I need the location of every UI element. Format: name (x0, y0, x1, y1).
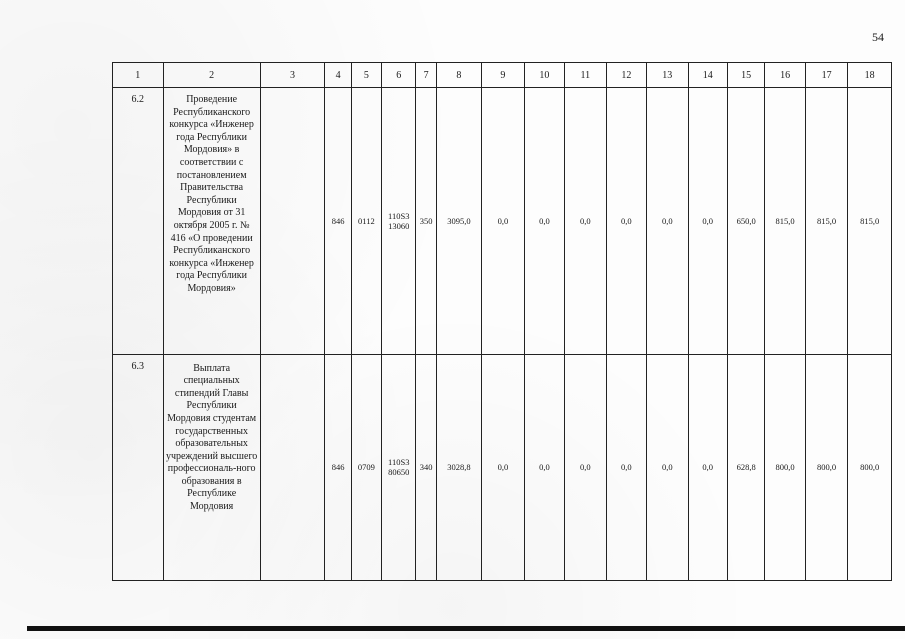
table-cell: 0709 (351, 354, 381, 580)
bottom-rule (27, 626, 905, 631)
table-cell: 0,0 (606, 88, 646, 355)
header-cell: 8 (436, 63, 482, 88)
table-cell: 815,0 (805, 88, 847, 355)
header-cell: 5 (351, 63, 381, 88)
page-number: 54 (872, 30, 884, 44)
table-cell: 0,0 (482, 88, 524, 355)
table-cell: 340 (416, 354, 436, 580)
header-cell: 6 (382, 63, 416, 88)
table-cell: 0,0 (565, 354, 606, 580)
header-cell: 15 (727, 63, 764, 88)
table-cell: 0,0 (524, 88, 564, 355)
table-cell: 350 (416, 88, 436, 355)
row-number: 6.3 (113, 354, 164, 580)
table-cell: 0,0 (606, 354, 646, 580)
table-cell: 0,0 (688, 354, 727, 580)
header-cell: 1 (113, 63, 164, 88)
table-cell: 0112 (351, 88, 381, 355)
table-cell: 0,0 (647, 88, 688, 355)
header-cell: 13 (647, 63, 688, 88)
table-cell: 815,0 (848, 88, 892, 355)
table-cell: 800,0 (765, 354, 805, 580)
header-cell: 7 (416, 63, 436, 88)
header-cell: 4 (325, 63, 351, 88)
header-cell: 9 (482, 63, 524, 88)
table-cell: 0,0 (688, 88, 727, 355)
header-cell: 3 (260, 63, 325, 88)
header-cell: 12 (606, 63, 646, 88)
code-line: 110S3 (388, 210, 410, 221)
table-cell: 0,0 (524, 354, 564, 580)
table-cell: 0,0 (647, 354, 688, 580)
table-cell (382, 354, 416, 580)
table-cell: 846 (325, 354, 351, 580)
table-cell: 800,0 (848, 354, 892, 580)
table-cell: 846 (325, 88, 351, 355)
table-cell: 3028,8 (436, 354, 482, 580)
table-cell: 0,0 (565, 88, 606, 355)
code-line: 80650 (388, 467, 410, 478)
header-cell: 14 (688, 63, 727, 88)
table-cell (260, 88, 325, 355)
table-cell: 650,0 (727, 88, 764, 355)
header-cell: 10 (524, 63, 564, 88)
column-number-row (113, 63, 892, 88)
table-cell (260, 354, 325, 580)
row-description: Проведение Республиканского конкурса «Инженер года Республики Мордовия» в соответствии с постановлением Правительства Республики Мордовия от 31 октября 2005 г. № 416 «О проведении Республиканского конкурса «Инженер года Республики Мордовия» (163, 88, 260, 355)
table-cell (382, 88, 416, 355)
table-cell: 815,0 (765, 88, 805, 355)
code-line: 110S3 (388, 457, 410, 468)
table-row (113, 88, 892, 355)
header-cell: 18 (848, 63, 892, 88)
header-cell: 11 (565, 63, 606, 88)
table-cell: 628,8 (727, 354, 764, 580)
table-cell: 3095,0 (436, 88, 482, 355)
row-description: Выплата специальных стипендий Главы Республики Мордовия студентам государственных образовательных учреждений высшего профессиональ-ного образования в Республике Мордовия (163, 354, 260, 580)
table-cell: 0,0 (482, 354, 524, 580)
header-cell: 16 (765, 63, 805, 88)
code-line: 13060 (388, 220, 410, 231)
row-number: 6.2 (113, 88, 164, 355)
table-cell: 800,0 (805, 354, 847, 580)
table-row (113, 354, 892, 580)
budget-table (112, 62, 892, 581)
header-cell: 2 (163, 63, 260, 88)
header-cell: 17 (805, 63, 847, 88)
